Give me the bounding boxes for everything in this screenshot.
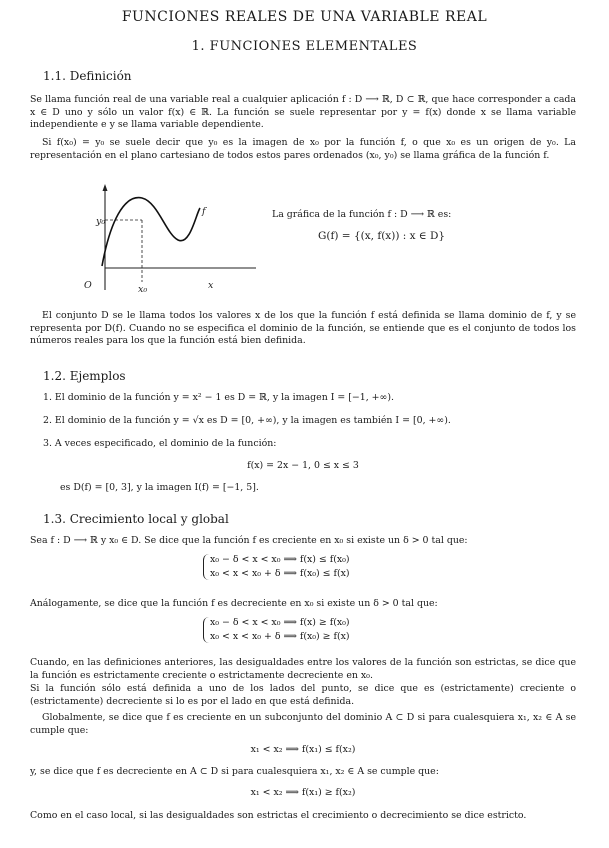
paragraph-estricto: Cuando, en las definiciones anteriores, las desigualdades entre los valores de la función son estrictas, se dice que la función es estrictamente creciente o estrictamente decreciente en x₀.	[30, 657, 576, 681]
creciente-conditions	[210, 553, 350, 581]
document-title: FUNCIONES REALES DE UNA VARIABLE REAL	[121, 9, 488, 25]
section-heading-definicion: 1.1. Definición	[43, 69, 132, 83]
creciente-condition-right: x₀ < x < x₀ + δ ⟹ f(x₀) ≤ f(x)	[210, 568, 350, 579]
function-graph	[72, 184, 262, 296]
example-3-formula: f(x) = 2x − 1, 0 ≤ x ≤ 3	[247, 460, 359, 471]
paragraph-imagen: Si f(x₀) = y₀ se suele decir que y₀ es la imagen de x₀ por la función f, o que x₀ es un origen de y₀. La representación en el plano cartesiano de todos estos pares ordenados (x₀, y₀) se llama gráfica de la función f.	[30, 137, 576, 161]
example-3: 3. A veces especificado, el dominio de la función:	[43, 438, 277, 449]
graph-caption: La gráfica de la función f : D ⟶ ℝ es:	[272, 209, 452, 220]
paragraph-global-creciente: Globalmente, se dice que f es creciente en un subconjunto del dominio A ⊂ D si para cualesquiera x₁, x₂ ∈ A se cumple que:	[30, 712, 576, 736]
example-1: 1. El dominio de la función y = x² − 1 es D = ℝ, y la imagen I = [−1, +∞).	[43, 392, 394, 403]
example-2: 2. El dominio de la función y = √x es D = [0, +∞), y la imagen es también I = [0, +∞).	[43, 415, 451, 426]
f-label: f	[202, 206, 206, 217]
paragraph-estricto-global: Como en el caso local, si las desigualdades son estrictas el crecimiento o decrecimiento se dice estricto.	[30, 810, 527, 821]
paragraph-dominio: El conjunto D se le llama todos los valores x de los que la función f está definida se llama dominio de f, y se representa por D(f). Cuando no se especifica el dominio de la función, se entiende que es el conjunto de todos los números reales para los que la función está bien definida.	[30, 310, 576, 347]
section-heading-ejemplos: 1.2. Ejemplos	[43, 369, 126, 383]
paragraph-decreciente: Análogamente, se dice que la función f es decreciente en x₀ si existe un δ > 0 tal que:	[30, 598, 438, 609]
paragraph-creciente: Sea f : D ⟶ ℝ y x₀ ∈ D. Se dice que la función f es creciente en x₀ si existe un δ > 0 tal que:	[30, 535, 468, 546]
decreciente-conditions	[210, 616, 350, 644]
creciente-condition-left: x₀ − δ < x < x₀ ⟹ f(x) ≤ f(x₀)	[210, 554, 350, 565]
formula-global-creciente: x₁ < x₂ ⟹ f(x₁) ≤ f(x₂)	[250, 744, 356, 755]
graph-set-formula: G(f) = {(x, f(x)) : x ∈ D}	[318, 230, 446, 242]
decreciente-condition-left: x₀ − δ < x < x₀ ⟹ f(x) ≥ f(x₀)	[210, 617, 350, 628]
y0-label: y₀	[96, 216, 106, 227]
section-heading-crecimiento: 1.3. Crecimiento local y global	[43, 512, 229, 526]
formula-global-decreciente: x₁ < x₂ ⟹ f(x₁) ≥ f(x₂)	[250, 787, 356, 798]
x-label: x	[208, 280, 214, 291]
chapter-title: 1. FUNCIONES ELEMENTALES	[191, 39, 418, 54]
paragraph-definicion: Se llama función real de una variable real a cualquier aplicación f : D ⟶ ℝ, D ⊂ ℝ, que hace corresponder a cada x ∈ D uno y sólo un valor f(x) ∈ ℝ. La función se suele representar por y = f(x) donde x se llama variable independiente e y se llama variable dependiente.	[30, 94, 576, 131]
example-3-result: es D(f) = [0, 3], y la imagen I(f) = [−1, 5].	[60, 482, 259, 493]
decreciente-condition-right: x₀ < x < x₀ + δ ⟹ f(x₀) ≥ f(x)	[210, 631, 350, 642]
paragraph-lateral: Si la función sólo está definida a uno de los lados del punto, se dice que es (estrictamente) creciente o (estrictamente) decreciente si lo es por el lado en que está definida.	[30, 683, 576, 707]
paragraph-global-decreciente: y, se dice que f es decreciente en A ⊂ D si para cualesquiera x₁, x₂ ∈ A se cumple que:	[30, 766, 439, 777]
origin-label: O	[84, 280, 92, 291]
x0-label: x₀	[138, 284, 148, 295]
